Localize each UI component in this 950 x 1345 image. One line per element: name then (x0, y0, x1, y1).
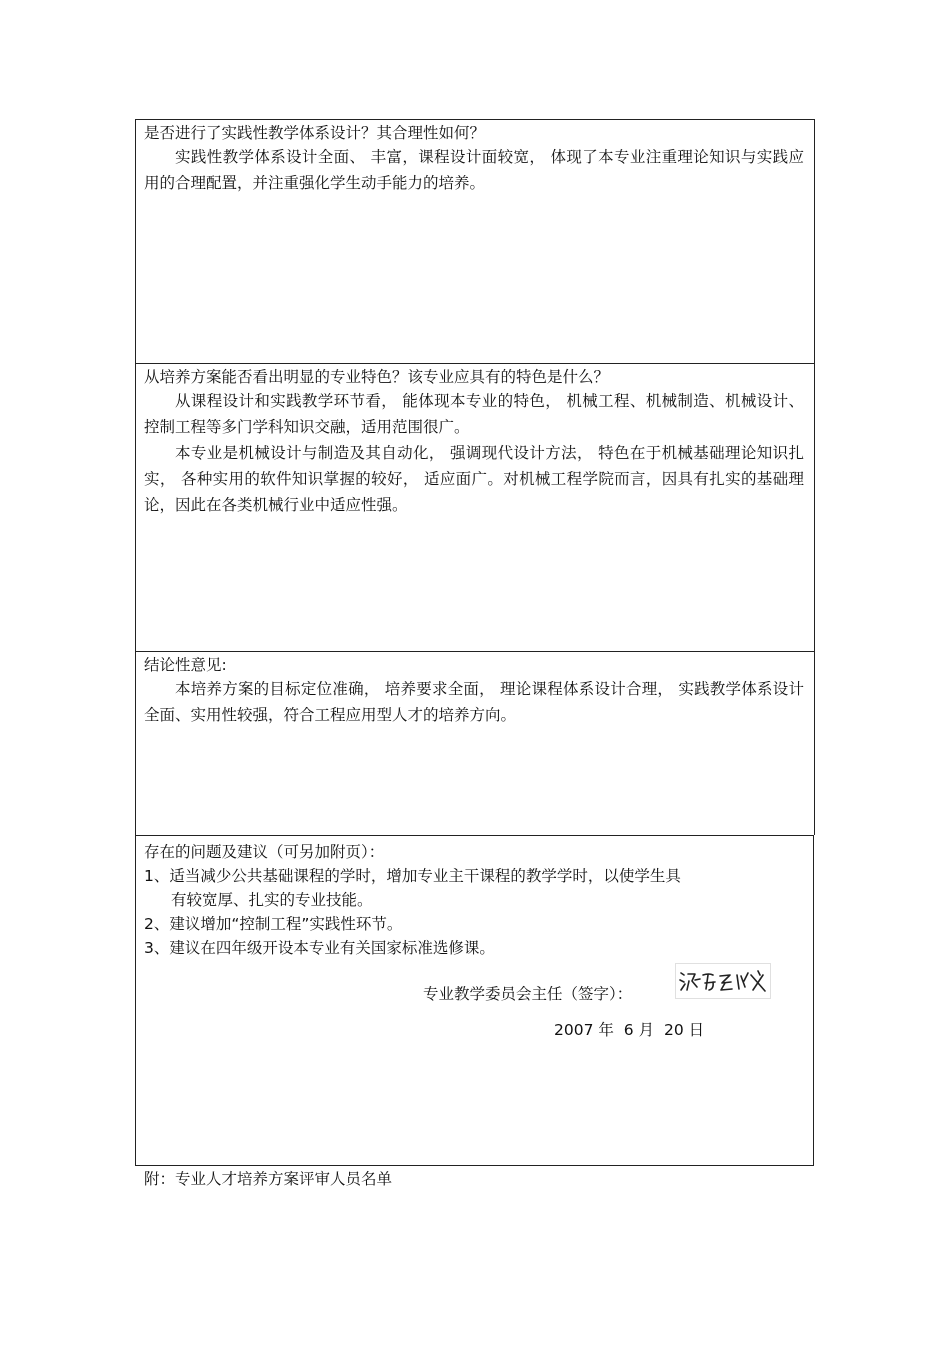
feature-paragraph-2: 本专业是机械设计与制造及其自动化， 强调现代设计方法， 特色在于机械基础理论知识扎实， 各种实用的软件知识掌握的较好， 适应面广。对机械工程学院而言，因具有扎实的基础理论，因此在各类机械行业中适应性强。 (144, 444, 804, 514)
date-month-unit: 月 (638, 1021, 655, 1039)
suggestion-item-1: 1、适当减少公共基础课程的学时，增加专业主干课程的教学学时，以使学生具 (144, 867, 681, 885)
issues-suggestions-section (135, 835, 814, 1166)
suggestion-item-2: 2、建议增加“控制工程”实践性环节。 (144, 915, 403, 933)
practice-question: 是否进行了实践性教学体系设计？其合理性如何？ (144, 124, 486, 142)
suggestion-item-3: 3、建议在四年级开设本专业有关国家标准选修课。 (144, 939, 495, 957)
date-month: 6 (623, 1021, 634, 1039)
date-day: 20 (663, 1021, 684, 1039)
specialty-feature-section (135, 363, 815, 652)
practice-answer: 实践性教学体系设计全面、 丰富，课程设计面较宽， 体现了本专业注重理论知识与实践应用的合理配置，并注重强化学生动手能力的培养。 (144, 148, 804, 192)
handwritten-signature (675, 963, 771, 999)
conclusion-text: 本培养方案的目标定位准确， 培养要求全面， 理论课程体系设计合理， 实践教学体系设计全面、实用性较强，符合工程应用型人才的培养方向。 (144, 680, 804, 724)
feature-question: 从培养方案能否看出明显的专业特色？该专业应具有的特色是什么？ (144, 368, 610, 386)
signature-date (554, 1018, 704, 1042)
date-day-unit: 日 (688, 1021, 705, 1039)
issues-label: 存在的问题及建议（可另加附页）： (144, 843, 385, 861)
date-year-unit: 年 (598, 1021, 614, 1039)
suggestion-item-1-continued: 有较宽厚、扎实的专业技能。 (171, 891, 373, 909)
signature-label: 专业教学委员会主任（签字）： (423, 985, 633, 1003)
conclusion-section (135, 651, 815, 835)
conclusion-label: 结论性意见: (144, 656, 227, 674)
feature-paragraph-1: 从课程设计和实践教学环节看， 能体现本专业的特色， 机械工程、机械制造、机械设计、控制工程等多门学科知识交融，适用范围很广。 (144, 392, 804, 436)
appendix-note: 附：专业人才培养方案评审人员名单 (144, 1170, 393, 1188)
practice-system-section (135, 119, 815, 364)
date-year: 2007 (554, 1021, 594, 1039)
